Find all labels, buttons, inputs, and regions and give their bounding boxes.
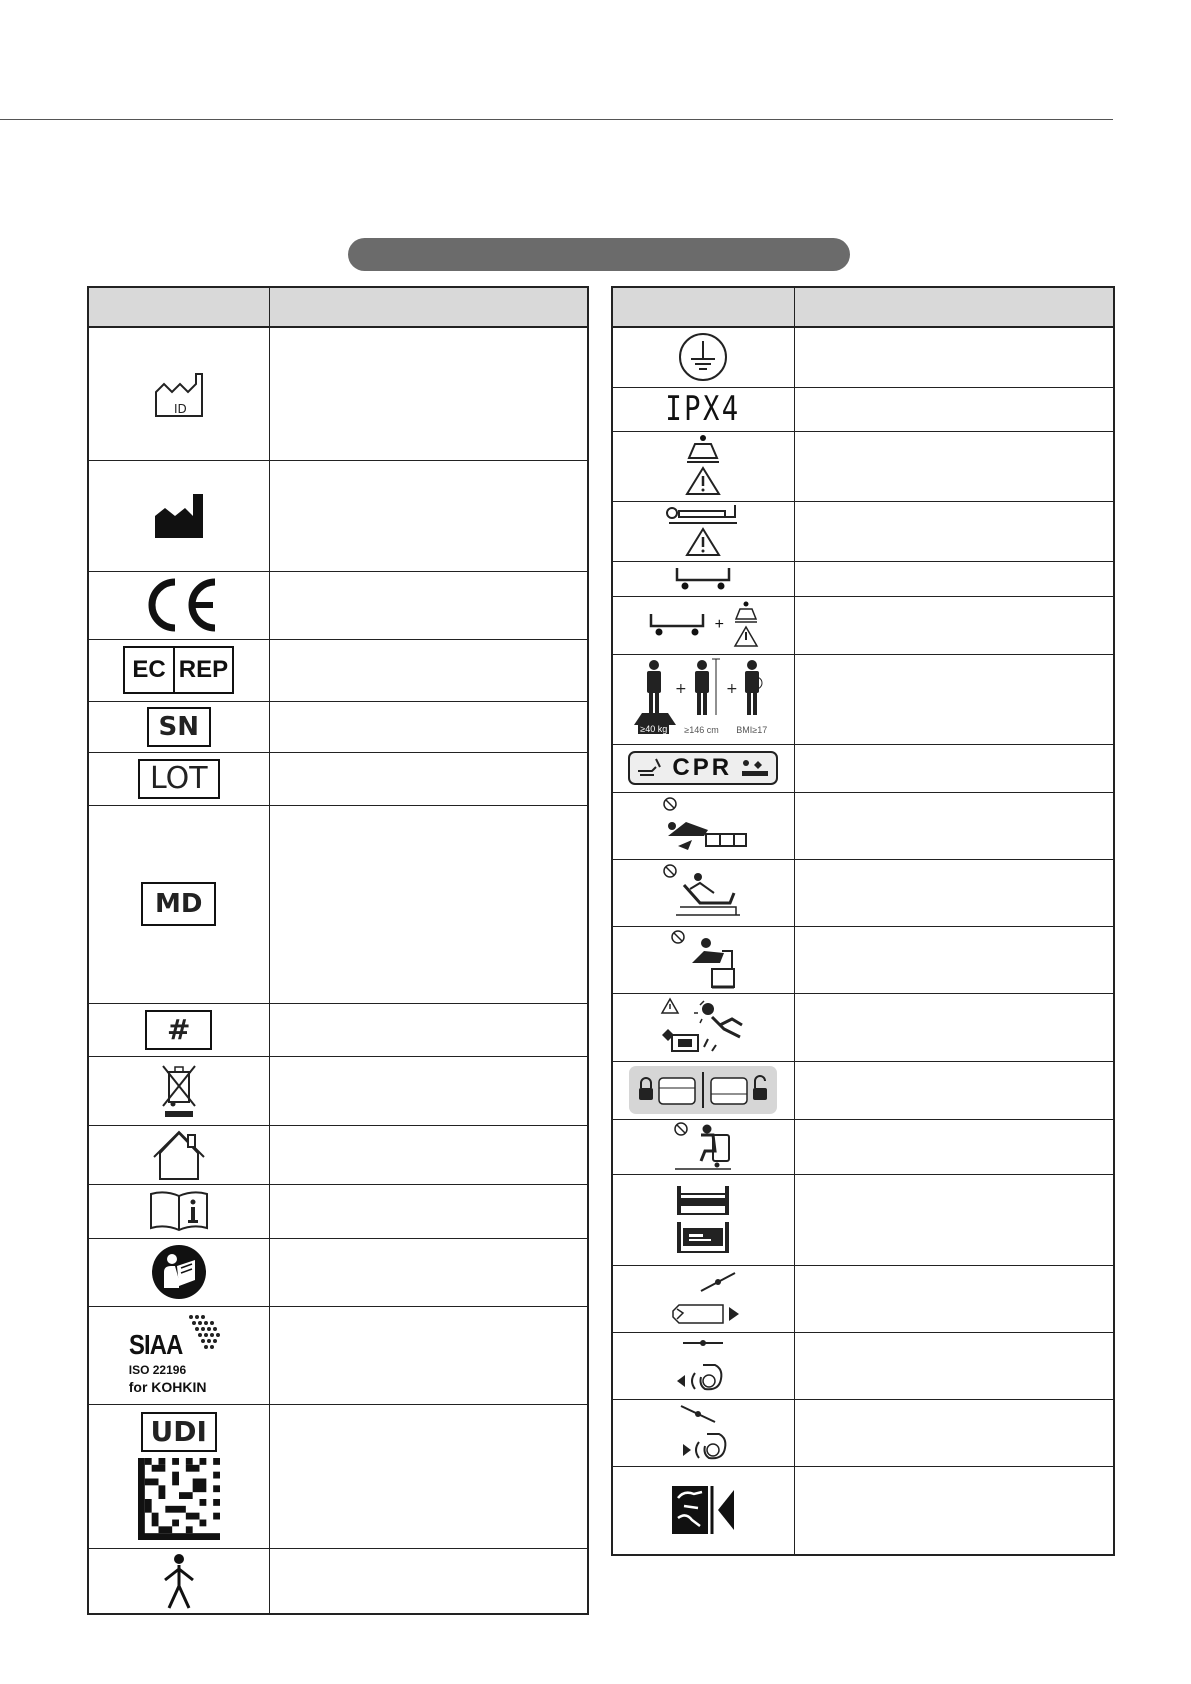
- table-row: [88, 1125, 588, 1184]
- table-row: [88, 701, 588, 752]
- description-cell: [269, 805, 588, 1003]
- symbol-cell: [88, 1548, 269, 1614]
- table-row: [88, 1306, 588, 1404]
- lot-number-icon: LOT: [138, 759, 220, 799]
- header-description: [794, 287, 1114, 327]
- lock-unlock-icon: [629, 1066, 777, 1114]
- importer-house-icon: [150, 1129, 208, 1181]
- cpr-hand-icon: [636, 757, 664, 779]
- cpr-label-icon: [628, 751, 778, 785]
- table-row: [612, 792, 1114, 859]
- symbol-cell: [612, 744, 794, 792]
- table-row: [88, 1184, 588, 1238]
- symbol-cell: [612, 792, 794, 859]
- description-cell: [794, 327, 1114, 387]
- description-cell: [269, 701, 588, 752]
- table-row: [612, 431, 1114, 501]
- symbol-cell: [612, 1399, 794, 1466]
- table-row: [88, 1238, 588, 1306]
- table-row: [612, 327, 1114, 387]
- description-cell: [794, 744, 1114, 792]
- bed-mass-icon: [673, 566, 733, 592]
- siaa-kohkin-text: for KOHKIN: [128, 1379, 207, 1395]
- table-row: [88, 327, 588, 460]
- medical-device-icon: MD: [141, 882, 216, 926]
- header-symbol: [88, 287, 269, 327]
- description-cell: [269, 1404, 588, 1548]
- table-row: [88, 752, 588, 805]
- brake-pedal-icon: [663, 1269, 743, 1329]
- table-row: [612, 1265, 1114, 1332]
- top-rule: [0, 119, 1113, 120]
- siaa-mark-icon: [129, 1313, 229, 1397]
- type-b-applied-part-icon: [159, 1552, 199, 1610]
- symbol-cell: [612, 1119, 794, 1174]
- description-cell: [794, 1174, 1114, 1265]
- description-cell: [269, 1003, 588, 1056]
- description-cell: [794, 792, 1114, 859]
- description-cell: [269, 1238, 588, 1306]
- table-row: [612, 993, 1114, 1061]
- table-row: [612, 1332, 1114, 1399]
- max-patient-weight-warning-icon: [665, 503, 741, 559]
- description-cell: [794, 596, 1114, 654]
- left-symbol-table: [87, 286, 589, 1615]
- ce-text: CE: [138, 576, 141, 577]
- symbol-cell: [612, 596, 794, 654]
- symbol-cell: [88, 1306, 269, 1404]
- cpr-patient-icon: [740, 757, 770, 779]
- symbol-cell: [88, 1404, 269, 1548]
- table-row: [88, 1548, 588, 1614]
- siaa-iso-text: ISO 22196: [128, 1363, 187, 1377]
- rep-text: REP: [178, 656, 229, 683]
- description-cell: [794, 1399, 1114, 1466]
- description-cell: [794, 993, 1114, 1061]
- table-row: [88, 1003, 588, 1056]
- symbol-cell: [612, 501, 794, 561]
- description-cell: [269, 1125, 588, 1184]
- siaa-text: SIAA: [128, 1329, 183, 1360]
- bed-side-rail-icon: [671, 1180, 735, 1260]
- symbol-cell: [612, 1061, 794, 1119]
- symbol-cell: [612, 654, 794, 744]
- symbol-cell: [88, 805, 269, 1003]
- description-cell: [269, 1184, 588, 1238]
- description-cell: [269, 327, 588, 460]
- symbol-cell: [612, 327, 794, 387]
- description-cell: [269, 752, 588, 805]
- manufacturer-icon: [153, 492, 205, 540]
- steer-caster-icon: [673, 1402, 733, 1464]
- symbol-cell: [612, 1174, 794, 1265]
- table-row: [88, 1056, 588, 1125]
- model-number-icon: #: [145, 1010, 212, 1050]
- lock-panel-icon: [629, 1066, 777, 1114]
- emergency-release-icon: [670, 1484, 736, 1536]
- symbol-cell: [612, 993, 794, 1061]
- description-cell: [269, 1306, 588, 1404]
- header-symbol: [612, 287, 794, 327]
- patient-size-icon: [628, 657, 778, 741]
- table-row: [612, 744, 1114, 792]
- bmi-label: BMI≥17: [736, 725, 768, 735]
- no-leaning-icon: [668, 929, 738, 991]
- symbol-cell: [88, 701, 269, 752]
- patient-figures-icon: [628, 657, 778, 725]
- table-row: [88, 805, 588, 1003]
- load-warning-icon: [732, 601, 760, 649]
- description-cell: [794, 1119, 1114, 1174]
- udi-text: UDI: [141, 1412, 217, 1452]
- description-cell: [794, 561, 1114, 596]
- symbol-cell: [88, 460, 269, 571]
- read-manual-icon: [151, 1244, 207, 1300]
- description-cell: [794, 1265, 1114, 1332]
- description-cell: [794, 1466, 1114, 1555]
- symbol-cell: [88, 1003, 269, 1056]
- table-row: [612, 926, 1114, 993]
- table-row: [612, 654, 1114, 744]
- symbol-cell: [612, 387, 794, 431]
- symbol-cell: [88, 571, 269, 639]
- table-header: [88, 287, 588, 327]
- table-row: [88, 1404, 588, 1548]
- description-cell: [794, 1061, 1114, 1119]
- height-label: ≥146 cm: [684, 725, 719, 735]
- symbol-cell: [88, 1056, 269, 1125]
- bed-icon: [647, 612, 707, 638]
- plus-text-1: +: [675, 681, 687, 697]
- description-cell: [794, 926, 1114, 993]
- table-row: [612, 1061, 1114, 1119]
- safe-working-load-warning-icon: [683, 434, 723, 498]
- table-row: [612, 501, 1114, 561]
- neutral-caster-icon: [673, 1337, 733, 1395]
- symbol-cell: [612, 431, 794, 501]
- serial-number-icon: SN: [147, 707, 212, 747]
- table-row: [88, 639, 588, 701]
- section-banner: [348, 238, 850, 271]
- symbol-cell: [88, 752, 269, 805]
- svg-text:+: +: [726, 681, 738, 697]
- ce-mark-icon: [139, 576, 219, 634]
- description-cell: [269, 571, 588, 639]
- table-row: [612, 1466, 1114, 1555]
- symbol-cell: [612, 859, 794, 926]
- description-cell: [269, 460, 588, 571]
- description-cell: [269, 1548, 588, 1614]
- symbol-cell: [612, 926, 794, 993]
- ec-rep-icon: [123, 646, 234, 694]
- description-cell: [794, 859, 1114, 926]
- symbol-cell: [88, 639, 269, 701]
- description-cell: [269, 639, 588, 701]
- no-backrest-crush-icon: [660, 863, 746, 923]
- table-row: [612, 1399, 1114, 1466]
- symbol-cell: [612, 1332, 794, 1399]
- table-row: [612, 596, 1114, 654]
- symbol-cell: [612, 561, 794, 596]
- siaa-dot-pattern-icon: [181, 1313, 225, 1353]
- date-of-manufacture-icon: [150, 368, 208, 420]
- collision-warning-icon: [660, 995, 746, 1059]
- weee-crossed-bin-icon: [159, 1062, 199, 1120]
- table-header: [612, 287, 1114, 327]
- header-description: [269, 287, 588, 327]
- ec-text: EC: [125, 648, 174, 692]
- no-sitting-edge-icon: [671, 1121, 735, 1173]
- table-row: [612, 561, 1114, 596]
- description-cell: [794, 431, 1114, 501]
- symbol-cell: [612, 1265, 794, 1332]
- description-cell: [794, 387, 1114, 431]
- bed-plus-load-warning-icon: [647, 601, 760, 649]
- right-symbol-table: [611, 286, 1115, 1556]
- protective-earth-icon: [677, 331, 729, 383]
- udi-datamatrix-icon: [137, 1412, 221, 1540]
- description-cell: [269, 1056, 588, 1125]
- table-row: [612, 1174, 1114, 1265]
- datamatrix-code-icon: [137, 1458, 221, 1540]
- table-row: [612, 387, 1114, 431]
- cpr-text: CPR: [672, 754, 733, 781]
- table-row: [88, 571, 588, 639]
- description-cell: [794, 654, 1114, 744]
- instructions-info-icon: [149, 1190, 209, 1232]
- no-limb-entrapment-icon: [658, 796, 748, 856]
- weight-label: ≥40 kg: [640, 724, 668, 734]
- symbol-cell: [88, 327, 269, 460]
- description-cell: [794, 501, 1114, 561]
- plus-text: +: [714, 616, 724, 633]
- table-row: [612, 859, 1114, 926]
- symbol-cell: [612, 1466, 794, 1555]
- symbol-cell: [88, 1238, 269, 1306]
- table-row: [612, 1119, 1114, 1174]
- symbol-cell: [88, 1125, 269, 1184]
- id-text: ID: [173, 401, 187, 416]
- table-row: [88, 460, 588, 571]
- description-cell: [794, 1332, 1114, 1399]
- ipx4-icon: IPX4: [665, 389, 741, 429]
- symbol-cell: [88, 1184, 269, 1238]
